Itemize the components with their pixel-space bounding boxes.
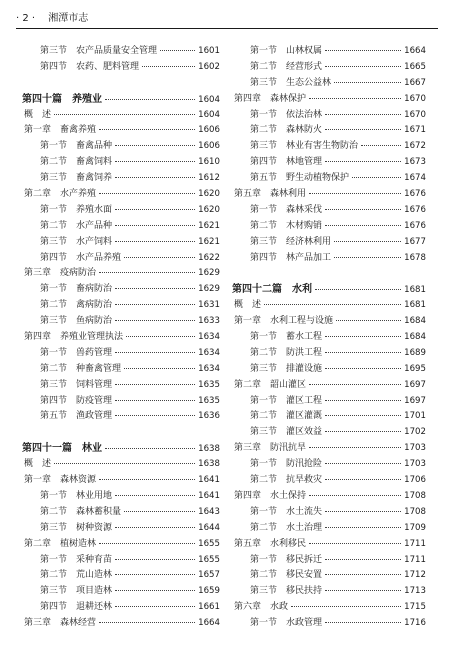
toc-section-entry[interactable] — [232, 616, 426, 632]
toc-entry-page: 1655 — [198, 554, 220, 565]
toc-entry-page: 1667 — [404, 77, 426, 88]
leader-dots — [99, 543, 195, 544]
toc-section-entry[interactable] — [22, 489, 220, 505]
toc-section-entry[interactable] — [232, 203, 426, 219]
leader-dots — [325, 50, 401, 51]
toc-section-entry[interactable] — [22, 139, 220, 155]
toc-entry-label: 第二节 禽病防治 — [40, 300, 113, 311]
toc-entry-page: 1634 — [198, 363, 220, 374]
toc-entry-label: 第三节 移民扶持 — [250, 586, 323, 597]
leader-dots — [105, 448, 195, 449]
toc-entry-label: 第二节 移民安置 — [250, 570, 323, 581]
toc-entry-page: 1631 — [198, 300, 220, 311]
leader-dots — [325, 161, 401, 162]
toc-entry-label: 第二节 畜禽饲料 — [40, 157, 113, 168]
toc-entry-page: 1712 — [404, 570, 426, 581]
toc-entry-page: 1661 — [198, 602, 220, 613]
toc-entry-page: 1659 — [198, 586, 220, 597]
toc-entry-page: 1655 — [198, 538, 220, 549]
leader-dots — [309, 495, 401, 496]
toc-entry-page: 1635 — [198, 379, 220, 390]
leader-dots — [315, 289, 401, 290]
leader-dots — [99, 193, 195, 194]
toc-entry-label: 第四十篇 养殖业 — [22, 93, 102, 105]
book-title: 湘潭市志 — [48, 13, 89, 24]
leader-dots — [115, 241, 195, 242]
toc-chapter-entry[interactable] — [232, 537, 426, 553]
leader-dots — [115, 145, 195, 146]
toc-section-entry[interactable] — [232, 362, 426, 378]
toc-section-entry[interactable] — [232, 425, 426, 441]
leader-dots — [115, 415, 195, 416]
toc-entry-label: 第五节 渔政管理 — [40, 411, 113, 422]
toc-entry-page: 1620 — [198, 204, 220, 215]
toc-section-entry[interactable] — [22, 553, 220, 569]
leader-dots — [334, 241, 401, 242]
leader-dots — [115, 288, 195, 289]
toc-section-entry[interactable] — [232, 139, 426, 155]
toc-section-entry[interactable] — [232, 505, 426, 521]
toc-entry-label: 第六章 水政 — [234, 602, 289, 613]
toc-left-column — [22, 44, 220, 632]
toc-entry-page: 1664 — [198, 618, 220, 629]
toc-entry-label: 第二节 种畜禽管理 — [40, 363, 122, 374]
leader-dots — [309, 384, 401, 385]
toc-entry-label: 第一节 防汛抢险 — [250, 459, 323, 470]
toc-entry-page: 1635 — [198, 395, 220, 406]
toc-entry-page: 1670 — [404, 109, 426, 120]
leader-dots — [124, 368, 195, 369]
toc-chapter-entry[interactable] — [232, 441, 426, 457]
toc-chapter-entry[interactable] — [22, 616, 220, 632]
toc-entry-label: 第四十二篇 水利 — [232, 284, 312, 296]
toc-entry-page: 1641 — [198, 475, 220, 486]
toc-entry-label: 第三节 排灌设施 — [250, 363, 323, 374]
toc-part-entry[interactable] — [22, 441, 220, 457]
toc-section-entry[interactable] — [22, 362, 220, 378]
toc-chapter-entry[interactable] — [22, 537, 220, 553]
section-gap — [22, 76, 220, 92]
toc-part-entry[interactable] — [22, 92, 220, 108]
toc-entry-page: 1641 — [198, 490, 220, 501]
toc-entry-page: 1709 — [404, 522, 426, 533]
toc-entry-page: 1673 — [404, 157, 426, 168]
toc-entry-label: 第一节 水土流失 — [250, 506, 323, 517]
toc-entry-page: 1681 — [404, 300, 426, 311]
leader-dots — [99, 622, 195, 623]
toc-entry-page: 1676 — [404, 220, 426, 231]
toc-entry-label: 第三节 项目造林 — [40, 586, 113, 597]
leader-dots — [334, 82, 401, 83]
toc-entry-label: 第三节 灌区效益 — [250, 427, 323, 438]
toc-chapter-entry[interactable] — [22, 473, 220, 489]
toc-entry-label: 第四节 防疫管理 — [40, 395, 113, 406]
toc-entry-label: 第三节 鱼病防治 — [40, 316, 113, 327]
toc-entry-label: 概 述 — [234, 300, 262, 311]
toc-entry-label: 第四节 林地管理 — [250, 157, 323, 168]
toc-entry-label: 第五节 野生动植物保护 — [250, 173, 350, 184]
toc-entry-page: 1638 — [198, 444, 220, 455]
toc-entry-label: 第二节 灌区灌溉 — [250, 411, 323, 422]
toc-section-entry[interactable] — [232, 108, 426, 124]
toc-entry-page: 1620 — [198, 189, 220, 200]
leader-dots — [99, 129, 195, 130]
toc-entry-page: 1697 — [404, 395, 426, 406]
toc-entry-page: 1677 — [404, 236, 426, 247]
leader-dots — [336, 320, 401, 321]
leader-dots — [325, 431, 401, 432]
toc-entry-page: 1622 — [198, 252, 220, 263]
toc-entry-label: 第一节 森林采伐 — [250, 204, 323, 215]
toc-entry-page: 1606 — [198, 141, 220, 152]
toc-entry-label: 第二节 森林蓄积量 — [40, 506, 122, 517]
toc-entry-page: 1629 — [198, 284, 220, 295]
toc-chapter-entry[interactable] — [232, 600, 426, 616]
toc-chapter-entry[interactable] — [22, 330, 220, 346]
leader-dots — [325, 415, 401, 416]
toc-entry-label: 第二章 水产养殖 — [24, 189, 97, 200]
toc-entry-label: 第四节 退耕还林 — [40, 602, 113, 613]
leader-dots — [325, 209, 401, 210]
toc-chapter-entry[interactable] — [232, 187, 426, 203]
toc-entry-page: 1706 — [404, 475, 426, 486]
toc-section-entry[interactable] — [232, 457, 426, 473]
toc-entry-page: 1633 — [198, 316, 220, 327]
toc-entry-label: 第三节 畜禽饲养 — [40, 173, 113, 184]
toc-chapter-entry[interactable] — [22, 187, 220, 203]
leader-dots — [325, 400, 401, 401]
toc-section-entry[interactable] — [232, 553, 426, 569]
leader-dots — [115, 606, 195, 607]
toc-chapter-entry[interactable] — [232, 378, 426, 394]
leader-dots — [54, 463, 195, 464]
toc-entry-page: 1644 — [198, 522, 220, 533]
toc-section-entry[interactable] — [232, 394, 426, 410]
toc-chapter-entry[interactable] — [22, 457, 220, 473]
leader-dots — [325, 336, 401, 337]
toc-entry-page: 1606 — [198, 125, 220, 136]
toc-entry-page: 1638 — [198, 459, 220, 470]
toc-entry-label: 第四章 养殖业管理执法 — [24, 332, 124, 343]
toc-entry-label: 第二节 抗旱救灾 — [250, 475, 323, 486]
toc-section-entry[interactable] — [22, 505, 220, 521]
toc-entry-page: 1636 — [198, 411, 220, 422]
toc-entry-page: 1689 — [404, 347, 426, 358]
toc-section-entry[interactable] — [232, 330, 426, 346]
toc-entry-label: 第三节 树种资源 — [40, 522, 113, 533]
leader-dots — [264, 304, 401, 305]
leader-dots — [325, 574, 401, 575]
toc-entry-page: 1621 — [198, 236, 220, 247]
leader-dots — [334, 257, 401, 258]
toc-part-entry[interactable] — [232, 282, 426, 298]
toc-section-entry[interactable] — [22, 409, 220, 425]
toc-entry-page: 1684 — [404, 332, 426, 343]
toc-entry-page: 1629 — [198, 268, 220, 279]
toc-entry-label: 概 述 — [24, 459, 52, 470]
leader-dots — [115, 574, 195, 575]
leader-dots — [309, 193, 401, 194]
toc-entry-page: 1604 — [198, 94, 220, 105]
toc-entry-page: 1621 — [198, 220, 220, 231]
leader-dots — [325, 66, 401, 67]
leader-dots — [124, 511, 195, 512]
toc-entry-label: 第一节 移民拆迁 — [250, 554, 323, 565]
leader-dots — [325, 559, 401, 560]
leader-dots — [105, 99, 195, 100]
leader-dots — [325, 352, 401, 353]
section-gap — [232, 266, 426, 282]
toc-section-entry[interactable] — [22, 203, 220, 219]
toc-entry-label: 第三节 经济林利用 — [250, 236, 332, 247]
toc-entry-label: 第一节 依法治林 — [250, 109, 323, 120]
toc-entry-label: 第一章 畜禽养殖 — [24, 125, 97, 136]
toc-entry-page: 1643 — [198, 506, 220, 517]
toc-section-entry[interactable] — [232, 123, 426, 139]
toc-entry-page: 1684 — [404, 316, 426, 327]
toc-entry-label: 第二节 荒山造林 — [40, 570, 113, 581]
toc-entry-label: 第二节 水产品种 — [40, 220, 113, 231]
toc-section-entry[interactable] — [22, 298, 220, 314]
toc-entry-label: 第一节 山林权属 — [250, 46, 323, 56]
toc-entry-page: 1676 — [404, 189, 426, 200]
toc-section-entry[interactable] — [232, 568, 426, 584]
toc-entry-page: 1708 — [404, 490, 426, 501]
toc-section-entry[interactable] — [232, 44, 426, 60]
toc-entry-label: 第三节 生态公益林 — [250, 77, 332, 88]
toc-entry-label: 第一节 畜病防治 — [40, 284, 113, 295]
leader-dots — [99, 272, 195, 273]
toc-section-entry[interactable] — [232, 219, 426, 235]
toc-entry-label: 第三章 防汛抗旱 — [234, 443, 307, 454]
toc-entry-page: 1612 — [198, 173, 220, 184]
toc-entry-page: 1665 — [404, 61, 426, 72]
toc-section-entry[interactable] — [22, 219, 220, 235]
toc-entry-page: 1601 — [198, 46, 220, 56]
leader-dots — [160, 50, 195, 51]
toc-entry-label: 第二章 韶山灌区 — [234, 379, 307, 390]
toc-entry-page: 1678 — [404, 252, 426, 263]
toc-section-entry[interactable] — [22, 584, 220, 600]
toc-entry-label: 第二章 植树造林 — [24, 538, 97, 549]
toc-chapter-entry[interactable] — [232, 489, 426, 505]
toc-entry-label: 第三章 森林经营 — [24, 618, 97, 629]
toc-section-entry[interactable] — [22, 235, 220, 251]
toc-section-entry[interactable] — [22, 378, 220, 394]
toc-section-entry[interactable] — [22, 394, 220, 410]
toc-chapter-entry[interactable] — [22, 266, 220, 282]
toc-chapter-entry[interactable] — [22, 108, 220, 124]
toc-entry-label: 第二节 森林防火 — [250, 125, 323, 136]
leader-dots — [142, 66, 195, 67]
toc-entry-label: 第一节 养殖水面 — [40, 204, 113, 215]
leader-dots — [325, 590, 401, 591]
toc-section-entry[interactable] — [22, 155, 220, 171]
toc-entry-label: 第一节 水政管理 — [250, 618, 323, 629]
toc-entry-label: 第一节 蓄水工程 — [250, 332, 323, 343]
toc-entry-label: 第一章 水利工程与设施 — [234, 316, 334, 327]
toc-section-entry[interactable] — [22, 521, 220, 537]
leader-dots — [115, 304, 195, 305]
toc-section-entry[interactable] — [22, 314, 220, 330]
toc-entry-page: 1672 — [404, 141, 426, 152]
toc-entry-page: 1681 — [404, 285, 426, 296]
toc-section-entry[interactable] — [232, 473, 426, 489]
leader-dots — [115, 384, 195, 385]
page-header — [16, 10, 438, 29]
toc-section-entry[interactable] — [232, 251, 426, 267]
leader-dots — [115, 559, 195, 560]
toc-entry-label: 第三节 农产品质量安全管理 — [40, 46, 158, 56]
leader-dots — [291, 606, 401, 607]
leader-dots — [115, 320, 195, 321]
leader-dots — [325, 368, 401, 369]
toc-chapter-entry[interactable] — [22, 123, 220, 139]
toc-section-entry[interactable] — [232, 60, 426, 76]
leader-dots — [325, 225, 401, 226]
page-number: · 2 · — [16, 13, 36, 24]
leader-dots — [54, 114, 195, 115]
toc-entry-page: 1664 — [404, 46, 426, 56]
toc-entry-label: 第四十一篇 林业 — [22, 443, 102, 455]
toc-section-entry[interactable] — [22, 171, 220, 187]
toc-section-entry[interactable] — [22, 282, 220, 298]
toc-section-entry[interactable] — [232, 584, 426, 600]
toc-entry-label: 第一节 兽药管理 — [40, 347, 113, 358]
toc-section-entry[interactable] — [22, 251, 220, 267]
toc-entry-page: 1715 — [404, 602, 426, 613]
toc-entry-label: 第一节 畜禽品种 — [40, 141, 113, 152]
toc-entry-page: 1703 — [404, 443, 426, 454]
toc-section-entry[interactable] — [22, 60, 220, 76]
leader-dots — [126, 336, 195, 337]
toc-entry-page: 1670 — [404, 93, 426, 104]
leader-dots — [115, 225, 195, 226]
toc-entry-page: 1711 — [404, 538, 426, 549]
toc-entry-page: 1702 — [404, 427, 426, 438]
toc-section-entry[interactable] — [232, 171, 426, 187]
toc-entry-label: 第五章 水利移民 — [234, 538, 307, 549]
toc-entry-page: 1634 — [198, 332, 220, 343]
leader-dots — [325, 479, 401, 480]
leader-dots — [115, 495, 195, 496]
leader-dots — [325, 129, 401, 130]
toc-chapter-entry[interactable] — [232, 92, 426, 108]
toc-entry-label: 第四章 森林保护 — [234, 93, 307, 104]
leader-dots — [115, 177, 195, 178]
leader-dots — [352, 177, 401, 178]
leader-dots — [325, 114, 401, 115]
leader-dots — [325, 527, 401, 528]
toc-section-entry[interactable] — [22, 600, 220, 616]
leader-dots — [99, 479, 195, 480]
leader-dots — [115, 527, 195, 528]
toc-entry-page: 1657 — [198, 570, 220, 581]
toc-entry-page: 1604 — [198, 109, 220, 120]
toc-entry-label: 第四节 农药、肥料管理 — [40, 61, 140, 72]
toc-entry-label: 第二节 木材购销 — [250, 220, 323, 231]
toc-entry-page: 1711 — [404, 554, 426, 565]
toc-entry-label: 第三节 林业有害生物防治 — [250, 141, 359, 152]
toc-entry-label: 第三节 饲料管理 — [40, 379, 113, 390]
toc-entry-page: 1701 — [404, 411, 426, 422]
toc-entry-page: 1674 — [404, 173, 426, 184]
leader-dots — [309, 543, 401, 544]
leader-dots — [361, 145, 401, 146]
toc-section-entry[interactable] — [232, 76, 426, 92]
toc-entry-page: 1610 — [198, 157, 220, 168]
leader-dots — [325, 463, 401, 464]
toc-entry-page: 1676 — [404, 204, 426, 215]
toc-entry-label: 概 述 — [24, 109, 52, 120]
toc-entry-label: 第二节 水土治理 — [250, 522, 323, 533]
toc-section-entry[interactable] — [232, 409, 426, 425]
toc-entry-label: 第五章 森林利用 — [234, 189, 307, 200]
toc-section-entry[interactable] — [232, 346, 426, 362]
leader-dots — [309, 447, 401, 448]
toc-section-entry[interactable] — [22, 568, 220, 584]
toc-right-column — [232, 44, 426, 632]
toc-entry-page: 1671 — [404, 125, 426, 136]
leader-dots — [115, 590, 195, 591]
toc-entry-label: 第四节 林产品加工 — [250, 252, 332, 263]
toc-entry-label: 第一节 灌区工程 — [250, 395, 323, 406]
leader-dots — [115, 209, 195, 210]
toc-entry-label: 第三节 水产饲料 — [40, 236, 113, 247]
leader-dots — [309, 98, 401, 99]
toc-section-entry[interactable] — [22, 44, 220, 60]
leader-dots — [325, 511, 401, 512]
section-gap — [22, 425, 220, 441]
leader-dots — [115, 161, 195, 162]
toc-entry-page: 1697 — [404, 379, 426, 390]
toc-section-entry[interactable] — [232, 235, 426, 251]
toc-chapter-entry[interactable] — [232, 298, 426, 314]
leader-dots — [115, 400, 195, 401]
toc-entry-page: 1703 — [404, 459, 426, 470]
toc-entry-label: 第一节 林业用地 — [40, 490, 113, 501]
toc-section-entry[interactable] — [232, 521, 426, 537]
leader-dots — [115, 352, 195, 353]
toc-chapter-entry[interactable] — [232, 314, 426, 330]
toc-entry-label: 第一节 采种育苗 — [40, 554, 113, 565]
toc-entry-page: 1713 — [404, 586, 426, 597]
toc-entry-label: 第一章 森林资源 — [24, 475, 97, 486]
toc-entry-page: 1602 — [198, 61, 220, 72]
leader-dots — [325, 622, 401, 623]
toc-entry-page: 1708 — [404, 506, 426, 517]
toc-entry-page: 1634 — [198, 347, 220, 358]
toc-entry-page: 1716 — [404, 618, 426, 629]
toc-entry-page: 1695 — [404, 363, 426, 374]
leader-dots — [124, 257, 195, 258]
toc-entry-label: 第四节 水产品养殖 — [40, 252, 122, 263]
toc-entry-label: 第二节 防洪工程 — [250, 347, 323, 358]
toc-entry-label: 第四章 水土保持 — [234, 490, 307, 501]
toc-entry-label: 第三章 疫病防治 — [24, 268, 97, 279]
toc-entry-label: 第二节 经营形式 — [250, 61, 323, 72]
toc-section-entry[interactable] — [22, 346, 220, 362]
toc-section-entry[interactable] — [232, 155, 426, 171]
